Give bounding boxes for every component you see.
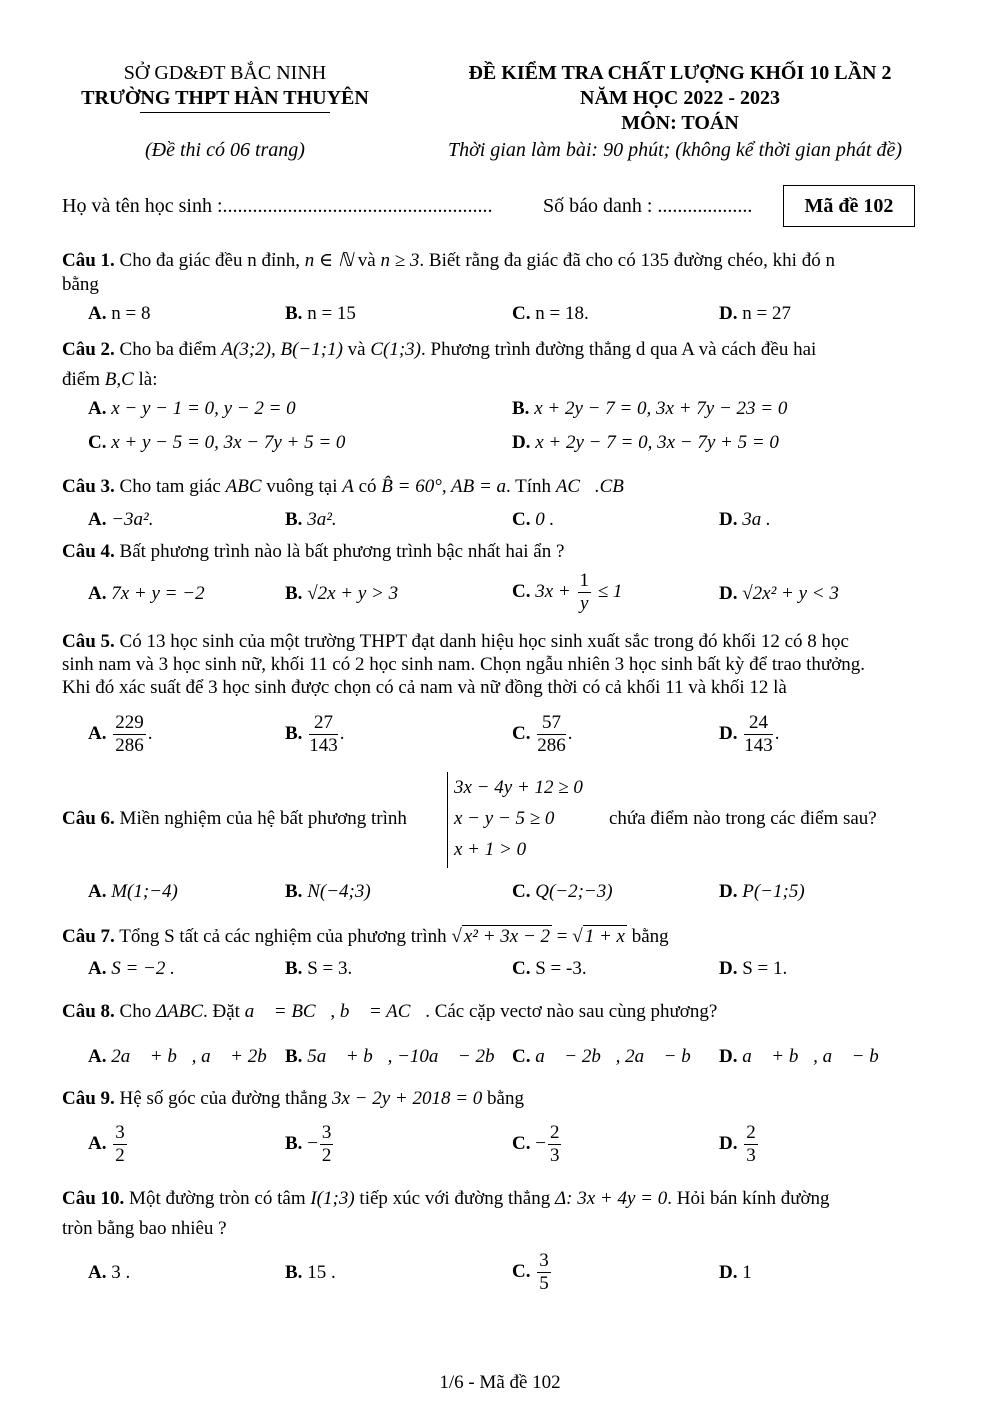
inequality: x + 1 > 0 (454, 839, 527, 860)
exam-code: Mã đề 102 (804, 194, 894, 217)
question-text: bằng (482, 1088, 524, 1109)
time-note: Thời gian làm bài: 90 phút; (không kể thời gian phát đề) (447, 139, 903, 161)
option-d[interactable]: D. 1 (719, 1262, 752, 1283)
question-text: Một đường tròn có tâm (129, 1188, 311, 1209)
question-text: Cho tam giác (119, 476, 226, 497)
option-b[interactable]: B. 3a². (285, 509, 337, 530)
option-d[interactable]: D. $\frac{24}{143}$ . (719, 712, 780, 756)
option-a[interactable]: A. 3 . (88, 1262, 131, 1283)
question-number: Câu 8. (62, 1001, 115, 1022)
option-c[interactable]: C. − $\frac{2}{3}$ (512, 1122, 560, 1166)
question-number: Câu 2. (62, 339, 115, 360)
exam-title: ĐỀ KIỂM TRA CHẤT LƯỢNG KHỐI 10 LẦN 2 (468, 62, 892, 84)
option-a[interactable]: A. $\frac{229}{286}$ . (88, 712, 153, 756)
math-expr: I(1;3) (310, 1188, 355, 1209)
question-3 (62, 475, 940, 499)
option-b[interactable]: B. 15 . (285, 1262, 336, 1283)
pages-note: (Đề thi có 06 trang) (145, 139, 305, 161)
question-number: Câu 3. (62, 476, 115, 497)
question-number: Câu 5. (62, 631, 115, 652)
question-6 (62, 808, 407, 830)
question-text: là: (133, 369, 158, 390)
question-1 (62, 249, 940, 297)
question-text: vuông tại (261, 476, 343, 497)
question-text: sinh nam và 3 học sinh nữ, khối 11 có 2 học sinh nam. Chọn ngẫu nhiên 3 học sinh bất kỳ để trao thưởng. (62, 654, 866, 675)
question-number: Câu 4. (62, 541, 115, 562)
option-a[interactable]: A. −3a². (88, 509, 154, 530)
question-10 (62, 1184, 940, 1244)
option-c[interactable]: C. n = 18. (512, 303, 589, 324)
question-8 (62, 1000, 940, 1024)
option-d[interactable]: D. S = 1. (719, 958, 788, 979)
radicand: 1 + x (584, 926, 625, 947)
math-expr: AC⃗.CB⃗ (555, 476, 639, 497)
department-name: SỞ GD&ĐT BẮC NINH (123, 62, 327, 84)
option-c[interactable]: C. Q(−2;−3) (512, 881, 613, 902)
option-a[interactable]: A. 7x + y = −2 (88, 583, 205, 604)
school-name: TRƯỜNG THPT HÀN THUYÊN (81, 87, 369, 109)
question-text: Bất phương trình nào là bất phương trình bậc nhất hai ẩn ? (119, 541, 565, 562)
exam-code-box (783, 185, 915, 227)
option-b[interactable]: B. √2x + y > 3 (285, 583, 399, 604)
inequality: x − y − 5 ≥ 0 (454, 808, 555, 829)
question-4 (62, 540, 940, 564)
question-text: Hệ số góc của đường thẳng (119, 1088, 332, 1109)
option-b[interactable]: B. x + 2y − 7 = 0, 3x + 7y − 23 = 0 (512, 398, 788, 419)
fraction: $\frac{1}{y}$ (579, 570, 589, 614)
question-number: Câu 9. (62, 1088, 115, 1109)
question-text: Khi đó xác suất để 3 học sinh được chọn có cả nam và nữ đồng thời có cả khối 11 và khối 12 là (62, 677, 787, 698)
question-text: và (353, 250, 381, 271)
option-d[interactable]: D. n = 27 (719, 303, 791, 324)
option-c[interactable]: C. $\frac{3}{5}$ (512, 1250, 549, 1294)
math-expr: n ∈ ℕ (304, 250, 354, 271)
question-number: Câu 10. (62, 1188, 125, 1209)
question-text: bằng (62, 274, 99, 295)
option-c[interactable]: C. 3x + $\frac{1}{y}$ ≤ 1 (512, 570, 623, 614)
question-9 (62, 1087, 940, 1111)
option-d[interactable]: D. 3a . (719, 509, 771, 530)
header-divider (140, 112, 330, 113)
option-c[interactable]: C. x + y − 5 = 0, 3x − 7y + 5 = 0 (88, 432, 346, 453)
option-d[interactable]: D. √2x² + y < 3 (719, 583, 839, 604)
inequality-system (447, 772, 583, 868)
subject: MÔN: TOÁN (621, 112, 739, 134)
math-expr: B̂ = 60°, AB = a (381, 476, 507, 497)
option-d[interactable]: D. x + 2y − 7 = 0, 3x − 7y + 5 = 0 (512, 432, 779, 453)
math-expr: Δ: 3x + 4y = 0 (554, 1188, 668, 1209)
question-text: Miền nghiệm của hệ bất phương trình (119, 808, 407, 829)
math-expr: A(3;2), B(−1;1) (221, 339, 343, 360)
question-2 (62, 335, 940, 395)
student-id-field[interactable]: Số báo danh : ................... (543, 195, 753, 217)
question-text: Cho đa giác đều n đỉnh, (119, 250, 305, 271)
question-text: Cho ba điểm (119, 339, 222, 360)
inequality: 3x − 4y + 12 ≥ 0 (454, 777, 583, 798)
question-text: . Hỏi bán kính đường (667, 1188, 830, 1209)
option-c[interactable]: C. a⃗ − 2b⃗, 2a⃗ − b⃗ (512, 1046, 706, 1067)
question-text: Tổng S tất cả các nghiệm của phương trình (119, 926, 452, 947)
radicand: x² + 3x − 2 (463, 926, 551, 947)
question-5 (62, 630, 940, 699)
option-a[interactable]: A. M(1;−4) (88, 881, 178, 902)
option-b[interactable]: B. 5a⃗ + b⃗, −10a⃗ − 2b⃗ (285, 1046, 510, 1067)
question-text: và (342, 339, 371, 360)
option-a[interactable]: A. $\frac{3}{2}$ (88, 1122, 125, 1166)
question-text: . Biết rằng đa giác đã cho có 135 đường chéo, khi đó n (419, 250, 835, 271)
question-text: tròn bằng bao nhiêu ? (62, 1218, 227, 1239)
question-number: Câu 1. (62, 250, 115, 271)
option-b[interactable]: B. n = 15 (285, 303, 356, 324)
math-expr: n ≥ 3 (380, 250, 420, 271)
option-b[interactable]: B. S = 3. (285, 958, 353, 979)
question-text: . Các cặp vectơ nào sau cùng phương? (425, 1001, 718, 1022)
question-7: Câu 7. Tổng S tất cả các nghiệm của phương trình √ x² + 3x − 2 = √ 1 + x bằng (62, 926, 669, 947)
question-text: có (353, 476, 382, 497)
question-text: chứa điểm nào trong các điểm sau? (609, 808, 877, 829)
option-c[interactable]: C. $\frac{57}{286}$ . (512, 712, 573, 756)
option-d[interactable]: D. $\frac{2}{3}$ (719, 1122, 756, 1166)
math-expr: a⃗ = BC⃗, b⃗ = AC⃗ (244, 1001, 426, 1022)
option-d[interactable]: D. P(−1;5) (719, 881, 805, 902)
option-a[interactable]: A. 2a⃗ + b⃗, a⃗ + 2b⃗ (88, 1046, 282, 1067)
option-c[interactable]: C. S = -3. (512, 958, 587, 979)
question-text: bằng (626, 926, 669, 947)
option-a[interactable]: A. S = −2 . (88, 958, 175, 979)
math-expr: ΔABC (155, 1001, 204, 1022)
option-d[interactable]: D. a⃗ + b⃗, a⃗ − b⃗ (719, 1046, 894, 1067)
math-expr: A (342, 476, 354, 497)
question-text: Có 13 học sinh của một trường THPT đạt danh hiệu học sinh xuất sắc trong đó khối 12 có 8 học (119, 631, 849, 652)
math-expr: B,C (104, 369, 134, 390)
question-text: . Tính (506, 476, 556, 497)
question-text: . Đặt (203, 1001, 245, 1022)
page-footer: 1/6 - Mã đề 102 (439, 1372, 561, 1393)
option-b[interactable]: B. − $\frac{3}{2}$ (285, 1122, 332, 1166)
question-text: tiếp xúc với đường thẳng (354, 1188, 555, 1209)
question-text: điểm (62, 369, 105, 390)
option-b[interactable]: B. N(−4;3) (285, 881, 371, 902)
option-a[interactable]: A. n = 8 (88, 303, 151, 324)
school-year: NĂM HỌC 2022 - 2023 (580, 87, 780, 109)
option-b[interactable]: B. $\frac{27}{143}$ . (285, 712, 345, 756)
option-c[interactable]: C. 0 . (512, 509, 555, 530)
question-number: Câu 6. (62, 808, 115, 829)
question-number: Câu 7. (62, 926, 115, 947)
math-expr: 3x − 2y + 2018 = 0 (331, 1088, 483, 1109)
math-expr: ABC (225, 476, 262, 497)
student-name-field[interactable]: Họ và tên học sinh :...................................................... (62, 195, 493, 217)
option-a[interactable]: A. x − y − 1 = 0, y − 2 = 0 (88, 398, 296, 419)
math-expr: C(1;3) (370, 339, 421, 360)
question-text: . Phương trình đường thẳng d qua A và cách đều hai (421, 339, 817, 360)
question-text: Cho (119, 1001, 156, 1022)
